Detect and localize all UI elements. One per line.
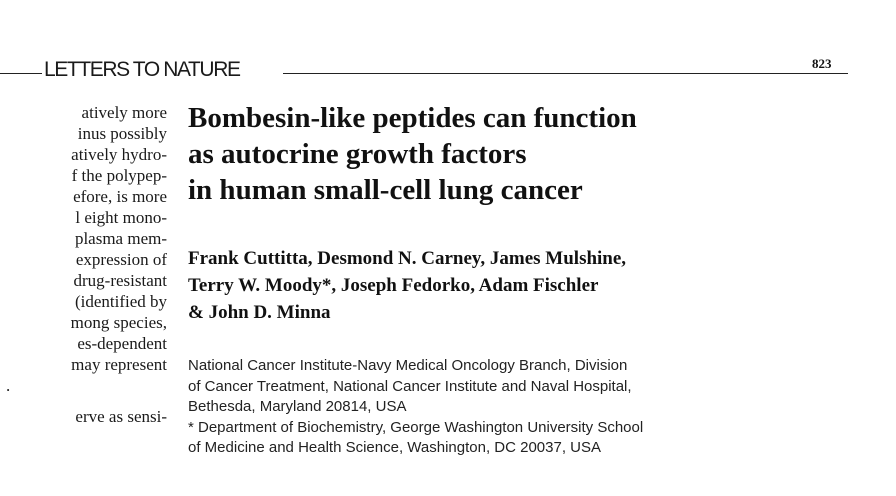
author-line: Frank Cuttitta, Desmond N. Carney, James Mulshine,	[188, 248, 627, 269]
column-text-line: erve as sensi-	[75, 407, 167, 426]
affiliation-line: of Cancer Treatment, National Cancer Institute and Naval Hospital,	[188, 377, 632, 395]
header-rule-left	[0, 73, 42, 74]
article-title	[188, 100, 828, 208]
title-line: in human small-cell lung cancer	[188, 174, 583, 206]
author-line: & John D. Minna	[188, 302, 331, 323]
column-text-line: may represent	[71, 355, 167, 374]
author-line: Terry W. Moody*, Joseph Fedorko, Adam Fischler	[188, 275, 599, 296]
affiliation-line: of Medicine and Health Science, Washington, DC 20037, USA	[188, 439, 602, 456]
header-rule-right	[283, 73, 848, 74]
page-header	[0, 56, 896, 86]
affiliation-line: * Department of Biochemistry, George Washington University School	[188, 418, 644, 436]
author-affiliations	[188, 356, 868, 459]
column-text-line: expression of	[75, 250, 167, 269]
affiliation-line: National Cancer Institute-Navy Medical Oncology Branch, Division	[188, 357, 628, 374]
journal-section-title: LETTERS TO NATURE	[44, 58, 240, 81]
column-text-line: es-dependent	[77, 334, 167, 353]
affiliation-line: Bethesda, Maryland 20814, USA	[188, 398, 407, 415]
column-text-line: f the polypep-	[71, 166, 167, 185]
title-line: Bombesin-like peptides can function	[188, 102, 637, 134]
column-text-line: .	[6, 376, 11, 395]
column-text-line: atively more	[81, 103, 167, 122]
column-text-line: drug-resistant	[73, 271, 167, 290]
column-text-line: mong species,	[70, 313, 167, 332]
previous-article-column	[0, 102, 167, 496]
page-number: 823	[812, 56, 832, 71]
column-text-line: atively hydro-	[71, 145, 167, 164]
author-list	[188, 245, 848, 326]
column-text-line: (identified by	[74, 292, 167, 311]
title-line: as autocrine growth factors	[188, 138, 527, 170]
column-text-line: efore, is more	[73, 187, 167, 206]
column-text-line: plasma mem-	[74, 229, 167, 248]
column-text-line: l eight mono-	[75, 208, 167, 227]
column-text-line: inus possibly	[77, 124, 167, 143]
